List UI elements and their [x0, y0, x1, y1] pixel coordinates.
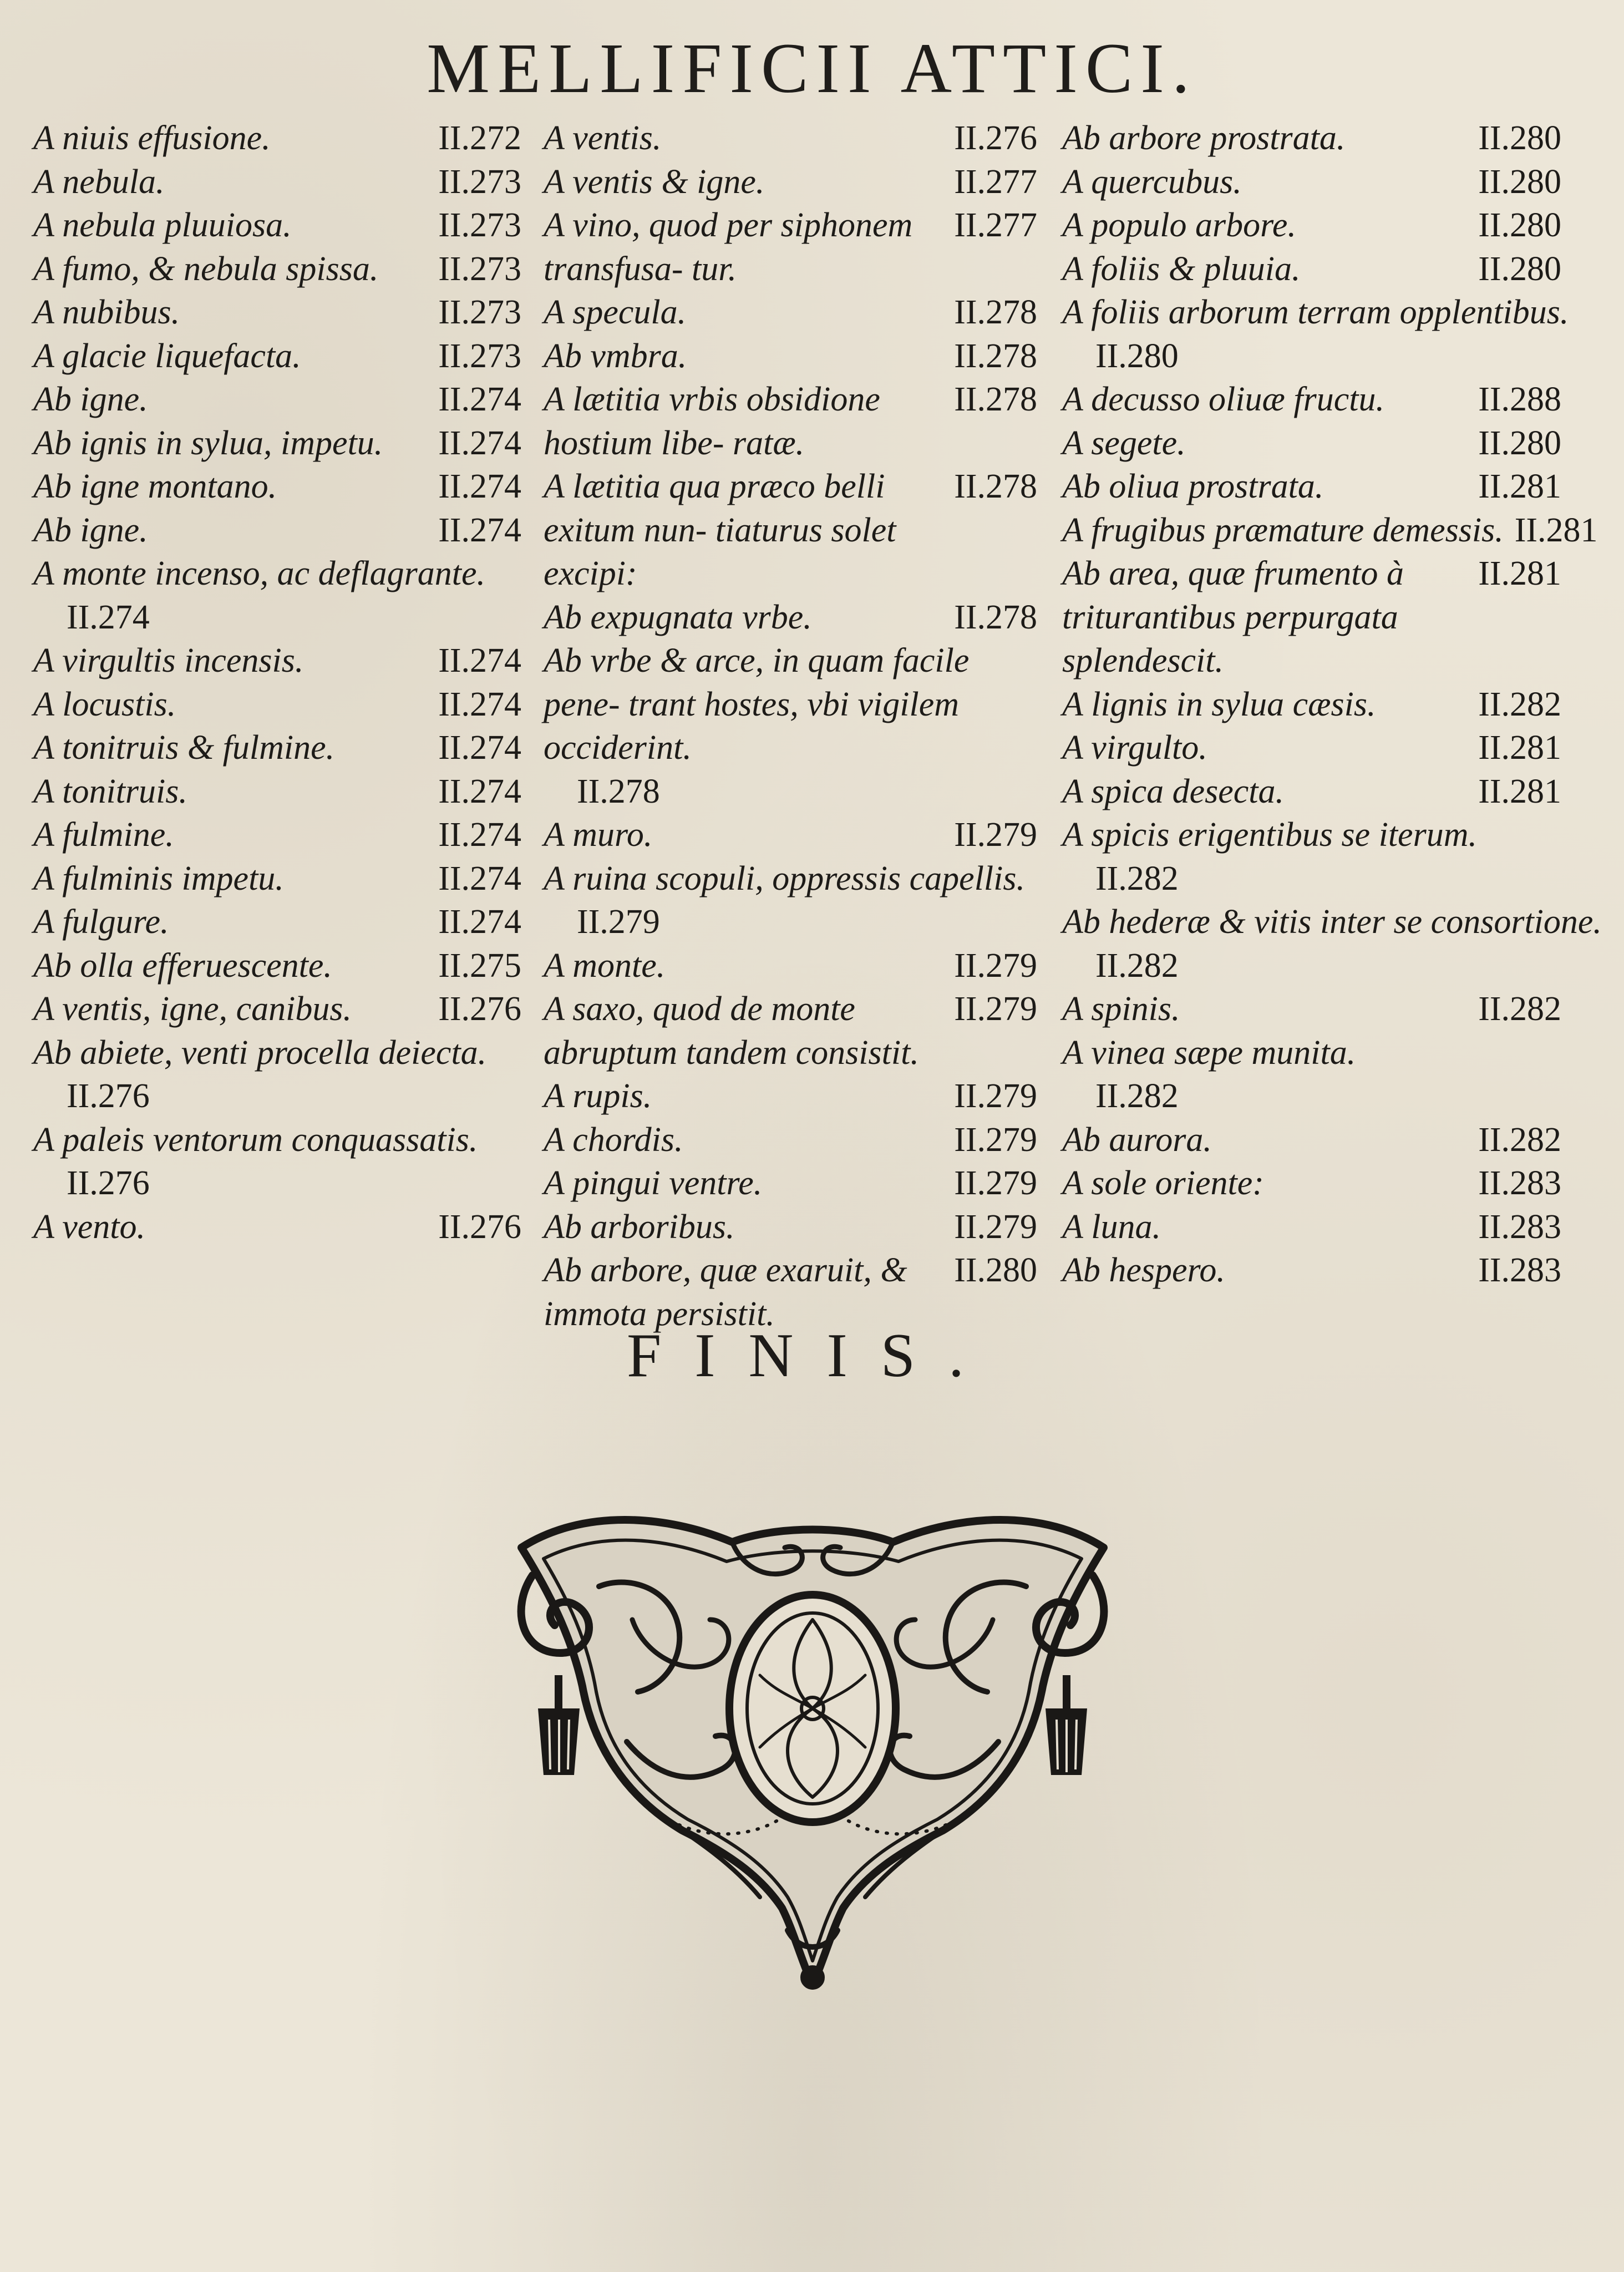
index-entry — [544, 596, 1037, 640]
index-entry — [544, 204, 1037, 291]
entry-page-ref: II.279 — [954, 1120, 1037, 1159]
entry-text: Ab arbore prostrata. — [1062, 119, 1346, 157]
entry-text: A nubibus. — [33, 293, 180, 331]
index-entry — [544, 944, 1037, 988]
entry-page-ref: II.278 — [954, 468, 1037, 505]
index-entry — [33, 509, 521, 552]
index-entry — [544, 857, 1037, 944]
entry-page-ref: II.273 — [438, 337, 521, 375]
index-entry — [1062, 552, 1561, 683]
entry-text: A luna. — [1062, 1208, 1161, 1246]
entry-page-ref: II.274 — [438, 816, 521, 854]
index-entry — [33, 683, 521, 727]
entry-page-ref: II.279 — [954, 816, 1037, 854]
index-entry — [1062, 116, 1561, 160]
index-entry — [33, 1031, 521, 1118]
entry-page-ref: II.274 — [438, 511, 521, 549]
index-entry — [544, 1074, 1037, 1118]
index-entry — [33, 291, 521, 334]
entry-page-ref: II.274 — [67, 598, 150, 636]
entry-page-ref: II.283 — [1478, 1251, 1561, 1289]
entry-text: Ab igne. — [33, 381, 148, 418]
index-entry — [33, 116, 521, 160]
entry-page-ref: II.279 — [954, 1208, 1037, 1246]
entry-text: A saxo, quod de monte abruptum tandem consistit. — [544, 990, 919, 1072]
entry-page-ref: II.274 — [438, 468, 521, 505]
entry-page-ref: II.272 — [438, 119, 521, 157]
entry-text: Ab ignis in sylua, impetu. — [33, 424, 383, 462]
entry-page-ref: II.280 — [1478, 163, 1561, 201]
index-entry — [544, 378, 1037, 465]
entry-page-ref: II.280 — [1478, 119, 1561, 157]
entry-text: Ab abiete, venti procella deiecta. — [33, 1033, 487, 1072]
entry-page-ref: II.276 — [438, 1208, 521, 1246]
index-entry — [1062, 900, 1602, 987]
entry-text: A paleis ventorum conquassatis. — [33, 1120, 478, 1159]
entry-page-ref: II.274 — [438, 772, 521, 810]
entry-text: Ab hespero. — [1062, 1251, 1225, 1289]
index-entry — [544, 813, 1037, 857]
entry-text: A fulgure. — [33, 903, 169, 941]
entry-page-ref: II.276 — [67, 1164, 150, 1202]
entry-text: A foliis arborum terram opplentibus. — [1062, 293, 1569, 331]
entry-text: A pingui ventre. — [544, 1164, 763, 1202]
entry-text: A glacie liquefacta. — [33, 337, 301, 375]
index-entry — [544, 639, 1037, 813]
entry-text: A populo arbore. — [1062, 206, 1296, 244]
entry-text: A vento. — [33, 1208, 146, 1246]
index-entry — [1062, 813, 1561, 900]
entry-text: Ab area, quæ frumento à triturantibus perpurgata splendescit. — [1062, 555, 1404, 679]
entry-text: A niuis effusione. — [33, 119, 271, 157]
entry-page-ref: II.280 — [1478, 250, 1561, 288]
index-entry — [544, 291, 1037, 334]
index-entry — [1062, 247, 1561, 291]
entry-text: A vinea sæpe munita. — [1062, 1033, 1356, 1072]
entry-page-ref: II.278 — [954, 293, 1037, 331]
index-entry — [33, 639, 521, 683]
index-entry — [1062, 770, 1561, 814]
entry-page-ref: II.274 — [438, 424, 521, 462]
index-entry — [33, 204, 521, 247]
index-entry — [1062, 726, 1561, 770]
entry-page-ref: II.282 — [1095, 859, 1179, 897]
index-entry — [1062, 509, 1598, 552]
entry-text: A virgultis incensis. — [33, 642, 304, 679]
entry-text: Ab expugnata vrbe. — [544, 598, 812, 636]
index-entry — [1062, 422, 1561, 465]
entry-text: Ab arbore, quæ exaruit, & immota persistit. — [544, 1251, 907, 1333]
entry-text: A monte. — [544, 946, 666, 985]
entry-page-ref: II.282 — [1095, 1077, 1179, 1115]
entry-page-ref: II.280 — [1478, 206, 1561, 244]
entry-page-ref: II.281 — [1514, 511, 1598, 549]
entry-text: A frugibus præmature demessis. — [1062, 511, 1504, 549]
entry-page-ref: II.275 — [438, 946, 521, 985]
entry-text: A ventis. — [544, 119, 662, 157]
entry-text: A ruina scopuli, oppressis capellis. — [544, 859, 1025, 897]
index-entry — [33, 465, 521, 509]
index-entry — [1062, 1118, 1561, 1162]
entry-text: A foliis & pluuia. — [1062, 250, 1301, 288]
entry-text: A chordis. — [544, 1120, 683, 1159]
entry-page-ref: II.274 — [438, 685, 521, 723]
index-entry — [1062, 987, 1561, 1031]
entry-page-ref: II.274 — [438, 642, 521, 679]
index-entry — [33, 1118, 521, 1205]
entry-page-ref: II.281 — [1478, 772, 1561, 810]
entry-text: A muro. — [544, 816, 653, 854]
entry-page-ref: II.279 — [954, 1077, 1037, 1115]
entry-text: Ab vrbe & arce, in quam facile pene- trant hostes, vbi vigilem occiderint. — [544, 642, 970, 767]
page-title: MELLIFICII ATTICI. — [427, 29, 1197, 108]
entry-page-ref: II.283 — [1478, 1164, 1561, 1202]
entry-page-ref: II.278 — [954, 598, 1037, 636]
entry-text: Ab aurora. — [1062, 1120, 1212, 1159]
entry-page-ref: II.283 — [1478, 1208, 1561, 1246]
index-entry — [544, 1205, 1037, 1249]
entry-page-ref: II.280 — [1095, 337, 1179, 375]
entry-page-ref: II.274 — [438, 903, 521, 941]
index-entry — [33, 1205, 521, 1249]
entry-page-ref: II.276 — [67, 1077, 150, 1115]
entry-page-ref: II.277 — [954, 206, 1037, 244]
entry-page-ref: II.278 — [577, 772, 660, 810]
entry-text: A spicis erigentibus se iterum. — [1062, 816, 1477, 854]
finis-text: FINIS. — [626, 1321, 998, 1390]
entry-page-ref: II.277 — [954, 163, 1037, 201]
index-entry — [33, 726, 521, 770]
entry-page-ref: II.282 — [1478, 685, 1561, 723]
entry-text: A quercubus. — [1062, 163, 1242, 201]
entry-text: Ab arboribus. — [544, 1208, 735, 1246]
entry-text: A nebula. — [33, 163, 165, 201]
index-entry — [544, 1162, 1037, 1205]
entry-text: A ventis, igne, canibus. — [33, 990, 352, 1028]
entry-page-ref: II.273 — [438, 163, 521, 201]
entry-page-ref: II.276 — [954, 119, 1037, 157]
entry-text: A lætitia qua præco belli exitum nun- tiaturus solet excipi: — [544, 468, 896, 592]
index-entry — [1062, 1205, 1561, 1249]
index-entry — [1062, 1162, 1561, 1205]
entry-page-ref: II.282 — [1478, 990, 1561, 1028]
entry-text: A tonitruis. — [33, 772, 187, 810]
index-column-1 — [33, 116, 521, 1249]
entry-text: A lignis in sylua cæsis. — [1062, 685, 1376, 723]
entry-text: A nebula pluuiosa. — [33, 206, 292, 244]
entry-page-ref: II.282 — [1478, 1120, 1561, 1159]
entry-text: A tonitruis & fulmine. — [33, 729, 335, 767]
entry-page-ref: II.279 — [577, 903, 660, 941]
entry-text: A lætitia vrbis obsidione hostium libe- ratæ. — [544, 381, 880, 462]
entry-text: A virgulto. — [1062, 729, 1207, 767]
index-entry — [33, 334, 521, 378]
index-entry — [33, 160, 521, 204]
entry-text: Ab igne. — [33, 511, 148, 549]
entry-page-ref: II.274 — [438, 381, 521, 418]
entry-page-ref: II.276 — [438, 990, 521, 1028]
entry-text: A fulminis impetu. — [33, 859, 284, 897]
index-entry — [33, 378, 521, 422]
entry-page-ref: II.280 — [954, 1251, 1037, 1289]
entry-page-ref: II.288 — [1478, 381, 1561, 418]
entry-text: A specula. — [544, 293, 687, 331]
entry-page-ref: II.273 — [438, 293, 521, 331]
entry-page-ref: II.273 — [438, 206, 521, 244]
entry-text: A spica desecta. — [1062, 772, 1285, 810]
entry-text: A vino, quod per siphonem transfusa- tur. — [544, 206, 913, 288]
index-entry — [1062, 378, 1561, 422]
index-entry — [33, 857, 521, 901]
entry-text: Ab igne montano. — [33, 468, 277, 505]
index-entry — [544, 160, 1037, 204]
index-entry — [33, 552, 521, 639]
index-entry — [1062, 291, 1569, 378]
entry-page-ref: II.280 — [1478, 424, 1561, 462]
index-entry — [544, 116, 1037, 160]
entry-text: A ventis & igne. — [544, 163, 765, 201]
entry-text: Ab oliua prostrata. — [1062, 468, 1324, 505]
entry-page-ref: II.281 — [1478, 555, 1561, 592]
entry-text: Ab hederæ & vitis inter se consortione. — [1062, 903, 1602, 941]
index-entry — [1062, 160, 1561, 204]
entry-page-ref: II.273 — [438, 250, 521, 288]
index-entry — [1062, 204, 1561, 247]
entry-page-ref: II.278 — [954, 381, 1037, 418]
index-column-3 — [1062, 116, 1602, 1292]
index-entry — [33, 813, 521, 857]
index-entry — [33, 422, 521, 465]
index-entry — [544, 334, 1037, 378]
entry-text: A rupis. — [544, 1077, 652, 1115]
entry-text: A spinis. — [1062, 990, 1180, 1028]
index-entry — [1062, 1249, 1561, 1292]
entry-page-ref: II.281 — [1478, 468, 1561, 505]
woodcut-tailpiece-ornament-icon — [499, 1509, 1126, 1997]
index-entry — [33, 770, 521, 814]
index-entry — [1062, 683, 1561, 727]
index-entry — [1062, 465, 1561, 509]
entry-page-ref: II.274 — [438, 859, 521, 897]
index-entry — [1062, 1031, 1561, 1118]
entry-text: A monte incenso, ac deflagrante. — [33, 555, 486, 592]
entry-page-ref: II.282 — [1095, 946, 1179, 985]
entry-text: A segete. — [1062, 424, 1186, 462]
index-entry — [33, 987, 521, 1031]
entry-page-ref: II.278 — [954, 337, 1037, 375]
index-entry — [33, 900, 521, 944]
index-entry — [544, 1118, 1037, 1162]
entry-text: A sole oriente: — [1062, 1164, 1264, 1202]
entry-page-ref: II.279 — [954, 990, 1037, 1028]
entry-text: A locustis. — [33, 685, 176, 723]
index-entry — [33, 944, 521, 988]
entry-text: A decusso oliuæ fructu. — [1062, 381, 1384, 418]
entry-text: A fulmine. — [33, 816, 174, 854]
entry-page-ref: II.274 — [438, 729, 521, 767]
entry-page-ref: II.279 — [954, 946, 1037, 985]
index-entry — [33, 247, 521, 291]
index-entry — [544, 987, 1037, 1074]
entry-page-ref: II.281 — [1478, 729, 1561, 767]
entry-text: Ab vmbra. — [544, 337, 687, 375]
entry-page-ref: II.279 — [954, 1164, 1037, 1202]
entry-text: A fumo, & nebula spissa. — [33, 250, 379, 288]
index-entry — [544, 465, 1037, 596]
entry-text: Ab olla efferuescente. — [33, 946, 332, 985]
index-column-2 — [544, 116, 1037, 1336]
